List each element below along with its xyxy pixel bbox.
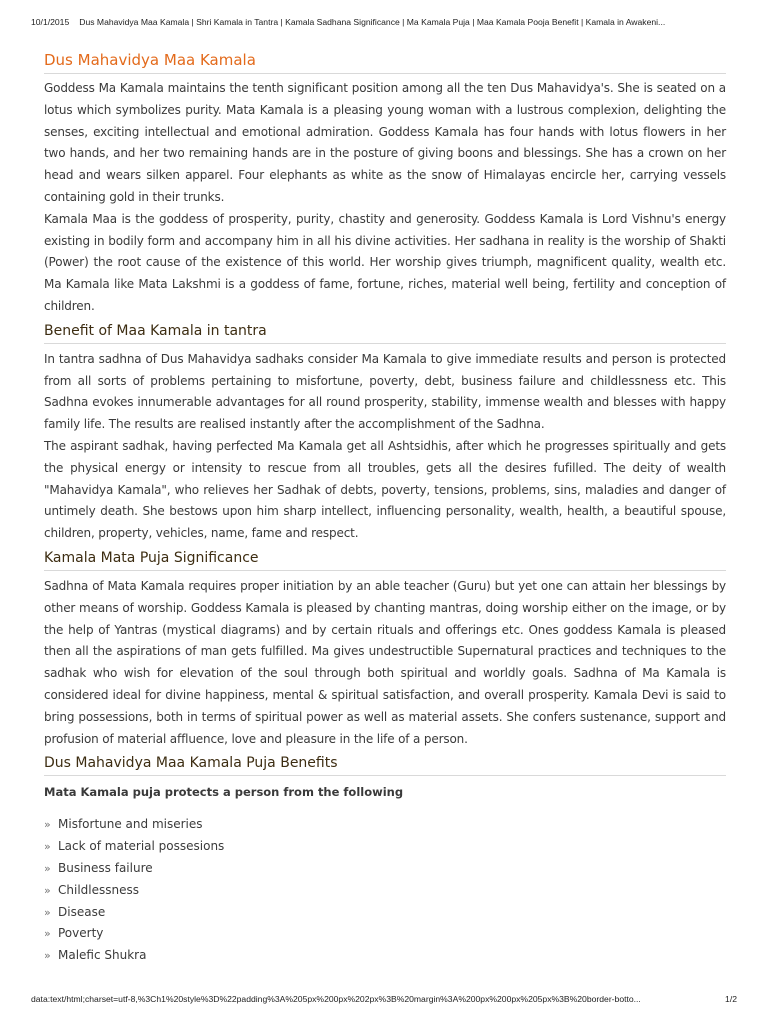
page-number: 1/2 [725, 994, 737, 1004]
section-heading-benefit: Benefit of Maa Kamala in tantra [44, 322, 726, 344]
list-item-label: Malefic Shukra [58, 948, 147, 963]
print-footer [31, 994, 737, 1004]
intro-paragraph: Goddess Ma Kamala maintains the tenth significant position among all the ten Dus Mahavidya's. She is seated on a lotus which symbolizes purity. Mata Kamala is a pleasing young woman with a lustrous complexion, delighting the senses, exciting intellectual and emotional admiration. Goddess Kamala has four hands with lotus flowers in her two hands, and her two remaining hands are in the posture of giving boons and blessings. She has a crown on her head and wears silken apparel. Four elephants as white as the snow of Himalayas encircle her, carrying vessels containing gold in their trunks. [44, 81, 726, 204]
article-title: Dus Mahavidya Maa Kamala [44, 52, 726, 74]
significance-paragraph: Sadhna of Mata Kamala requires proper initiation by an able teacher (Guru) but yet one can attain her blessings by other means of worship. Goddess Kamala is pleased by chanting mantras, doing worship either on the image, or by the help of Yantras (mystical diagrams) and by certain rituals and offerings etc. Ones goddess Kamala is pleased then all the aspirations of man gets fulfilled. Ma gives undestructible Supernatural practices and techniques to the sadhak who wish for elevation of the soul through both spiritual and worldly goals. Sadhna of Ma Kamala is considered ideal for divine happiness, mental & spiritual satisfaction, and overall prosperity. Kamala Devi is said to bring possessions, both in terms of spiritual power as well as material assets. She confers sustenance, support and profusion of material affluence, love and pleasure in the life of a person. [44, 578, 726, 746]
list-item-label: Lack of material possesions [58, 839, 225, 854]
bullet-icon: » [44, 840, 51, 854]
list-item [44, 923, 726, 945]
print-date: 10/1/2015 [31, 17, 70, 27]
section-heading-significance: Kamala Mata Puja Significance [44, 549, 726, 571]
list-item-label: Childlessness [58, 882, 139, 897]
list-item [44, 814, 726, 836]
list-item [44, 880, 726, 902]
intro-paragraph: Kamala Maa is the goddess of prosperity, purity, chastity and generosity. Goddess Kamala is Lord Vishnu's energy existing in bodily form and accompany him in all his divine activities. Her sadhana in reality is the worship of Shakti (Power) the root cause of the existence of this world. Her worship gives triumph, magnificent quality, wealth etc. Ma Kamala like Mata Lakshmi is a goddess of fame, fortune, riches, material well being, fertility and conception of children. [44, 211, 726, 313]
puja-benefits-lead: Mata Kamala puja protects a person from the following [44, 785, 404, 800]
bullet-icon: » [44, 905, 51, 919]
bullet-icon: » [44, 861, 51, 875]
list-item-label: Disease [58, 904, 106, 919]
article [44, 52, 726, 967]
bullet-icon: » [44, 883, 51, 897]
print-header [31, 17, 737, 27]
list-item [44, 902, 726, 924]
section-heading-puja-benefits: Dus Mahavidya Maa Kamala Puja Benefits [44, 754, 726, 776]
print-url: data:text/html;charset=utf-8,%3Ch1%20style%3D%22padding%3A%205px%200px%202px%3B%20margin%3A%200px%200px%205px%3B%20border-botto... [31, 994, 641, 1004]
list-item [44, 836, 726, 858]
bullet-icon: » [44, 949, 51, 963]
puja-benefits-list [44, 814, 726, 967]
list-item [44, 858, 726, 880]
bullet-icon: » [44, 818, 51, 832]
list-item-label: Business failure [58, 860, 153, 875]
list-item-label: Poverty [58, 926, 104, 941]
list-item-label: Misfortune and miseries [58, 817, 203, 832]
benefit-paragraph: The aspirant sadhak, having perfected Ma Kamala get all Ashtsidhis, after which he progresses spiritually and gets the physical energy or intensity to rescue from all troubles, gets all the desires fufilled. The deity of wealth "Mahavidya Kamala", who relieves her Sadhak of debts, poverty, tensions, problems, sins, maladies and danger of untimely death. She bestows upon him sharp intellect, influencing personality, wealth, health, a beautiful spouse, children, property, vehicles, name, fame and respect. [44, 438, 726, 541]
bullet-icon: » [44, 927, 51, 941]
list-item [44, 945, 726, 967]
benefit-paragraph: In tantra sadhna of Dus Mahavidya sadhaks consider Ma Kamala to give immediate results and person is protected from all sorts of problems pertaining to misfortune, poverty, debt, business failure and childlessness etc. This Sadhna evokes innumerable advantages for all round prosperity, stability, immense wealth and blesses with happy family life. The results are realised instantly after the accomplishment of the Sadhna. [44, 351, 726, 432]
print-page-title: Dus Mahavidya Maa Kamala | Shri Kamala in Tantra | Kamala Sadhana Significance | Ma Kamala Puja | Maa Kamala Pooja Benefit | Kamala in Awakeni... [79, 17, 666, 27]
